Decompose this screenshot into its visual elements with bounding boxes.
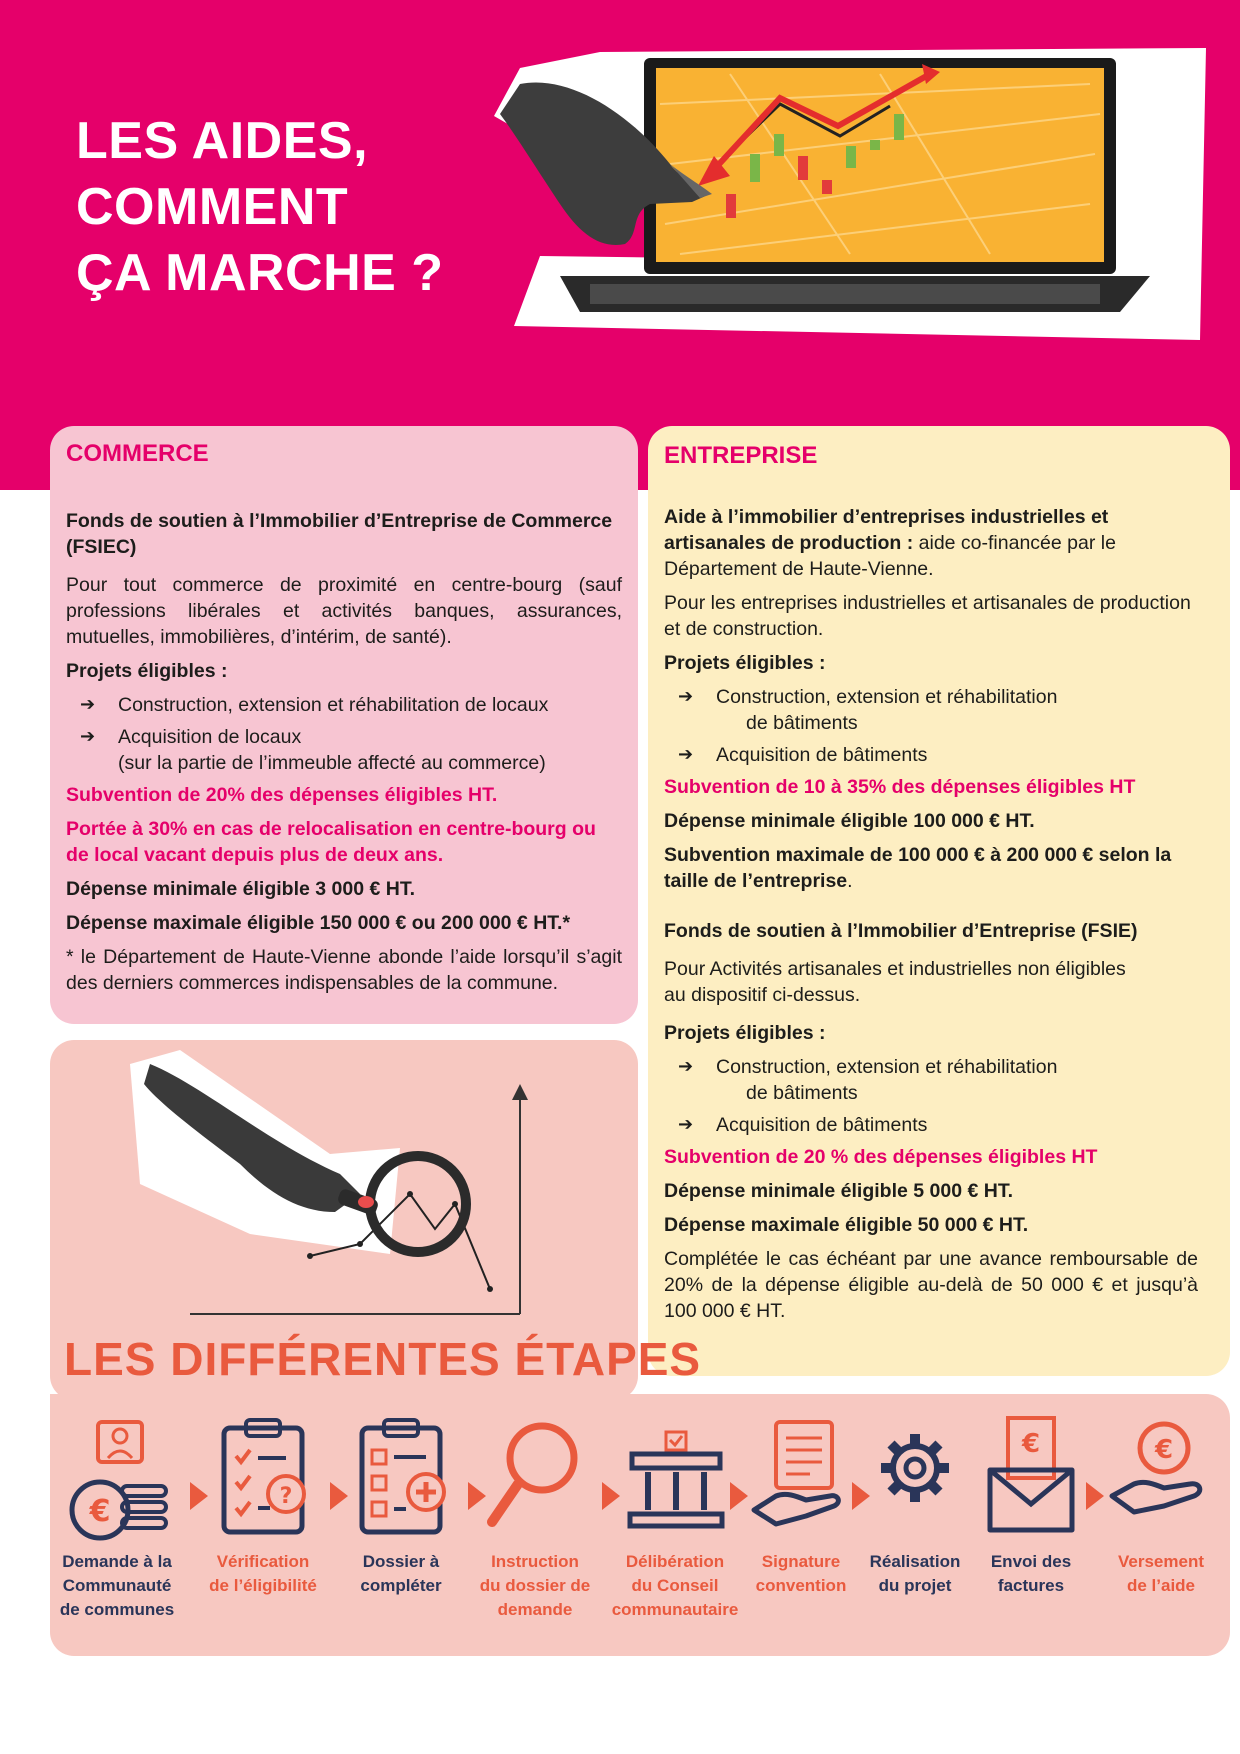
commerce-description: Pour tout commerce de proximité en centre-bourg (sauf professions libérales et activités banques, assurances, mutuelles, immobilières, d’intérim, de santé). xyxy=(66,574,622,648)
list-item: ➔ Acquisition de locaux (sur la partie de l’immeuble affecté au commerce) xyxy=(66,724,622,776)
step-6 xyxy=(736,1412,866,1598)
institution-icon xyxy=(620,1412,730,1542)
aid1-title: Aide à l’immobilier d’entreprises industrielles et artisanales de production : xyxy=(664,506,1109,554)
step-2 xyxy=(198,1412,328,1598)
title-line-3: ÇA MARCHE ? xyxy=(76,244,444,302)
clipboard-question-icon xyxy=(208,1412,318,1542)
list-item: ➔ Construction, extension et réhabilitation de bâtiments xyxy=(664,684,1198,736)
gear-icon xyxy=(860,1412,970,1542)
commerce-footnote: * le Département de Haute-Vienne abonde l’aide lorsqu’il s’agit des derniers commerces indispensables de la commune. xyxy=(66,946,622,994)
step-label: Envoi des factures xyxy=(990,1552,1072,1595)
commerce-projects-list xyxy=(66,692,622,776)
page-title xyxy=(76,108,444,306)
step-label: Demande à la Communauté de communes xyxy=(59,1552,175,1619)
commerce-subsidy: Subvention de 20% des dépenses éligibles HT. xyxy=(66,784,498,806)
aid2-projects-label: Projets éligibles : xyxy=(664,1022,826,1044)
envelope-invoice-icon xyxy=(976,1412,1086,1542)
svg-text:?: ? xyxy=(279,1484,293,1509)
commerce-min-expense: Dépense minimale éligible 3 000 € HT. xyxy=(66,878,415,900)
step-9 xyxy=(1096,1412,1226,1598)
list-item: ➔ Acquisition de bâtiments xyxy=(664,1112,1198,1138)
aid2-description-1: Pour Activités artisanales et industrielles non éligibles xyxy=(664,958,1126,980)
entreprise-content: Aide à l’immobilier d’entreprises industrielles et artisanales de production : aide co-financée par le Département de Haute-Vienne. Pour les entreprises industrielles et artisanales de production et de construction. Projets éligibles : ➔ Construction, extension et réhabilitation de bâtiments ➔ Acquisition de bâtiments Subvention de 10 à 35% des dépenses éligibles HT Dépense minimale éligible 100 000 € HT. Subvention maximale de 100 000 € à 200 000 € selon la taille de l’entreprise. Fonds de soutien à l’Immobilier d’Entreprise (FSIE) Pour Activités artisanales et industrielles non éligibles au dispositif ci-dessus. Projets éligibles : ➔ Construction, extension et réhabilitation de bâtiments ➔ Acquisition de bâtiments Subvention de 20 % des dépenses éligibles HT Dépense minimale éligible 5 000 € HT. Dépense maximale éligible 50 000 € HT. Complétée le cas échéant par une avance remboursable de 20% de la dépense éligible au-delà de 50 000 € et jusqu’à 100 000 € HT. xyxy=(664,504,1198,1332)
aid1-subsidy: Subvention de 10 à 35% des dépenses éligibles HT xyxy=(664,776,1136,798)
aid2-description-2: au dispositif ci-dessus. xyxy=(664,984,861,1006)
aid2-projects-list xyxy=(664,1054,1198,1138)
clipboard-add-icon xyxy=(346,1412,456,1542)
title-line-1: LES AIDES, xyxy=(76,112,369,170)
commerce-fund-title: Fonds de soutien à l’Immobilier d’Entreprise de Commerce (FSIEC) xyxy=(66,510,613,558)
aid1-cofund: aide co-financée par le Département de Haute-Vienne. xyxy=(664,532,1116,580)
step-4 xyxy=(470,1412,600,1622)
hand-document-icon xyxy=(746,1412,856,1542)
aid2-title: Fonds de soutien à l’Immobilier d’Entreprise (FSIE) xyxy=(664,920,1138,942)
step-label: Signature convention xyxy=(755,1552,847,1595)
aid2-note: Complétée le cas échéant par une avance remboursable de 20% de la dépense éligible au-delà de 50 000 € et jusqu’à 100 000 € HT. xyxy=(664,1248,1198,1322)
aid1-min: Dépense minimale éligible 100 000 € HT. xyxy=(664,810,1035,832)
commerce-subsidy-raise: Portée à 30% en cas de relocalisation en centre-bourg ou de local vacant depuis plus de deux ans. xyxy=(66,818,596,866)
hand-coin-icon xyxy=(1106,1412,1216,1542)
aid2-max: Dépense maximale éligible 50 000 € HT. xyxy=(664,1214,1029,1236)
euro-person-icon xyxy=(62,1412,172,1542)
step-label: Délibération du Conseil communautaire xyxy=(611,1552,739,1619)
commerce-project-note: (sur la partie de l’immeuble affecté au commerce) xyxy=(118,752,546,774)
aid1-projects-list xyxy=(664,684,1198,768)
list-item: ➔ Construction, extension et réhabilitation de locaux xyxy=(66,692,622,718)
svg-text:€: € xyxy=(1021,1429,1041,1459)
step-3 xyxy=(336,1412,466,1598)
commerce-projects-label: Projets éligibles : xyxy=(66,660,228,682)
svg-text:€: € xyxy=(1154,1435,1174,1465)
commerce-content xyxy=(66,508,622,1004)
aid1-projects-label: Projets éligibles : xyxy=(664,652,826,674)
aid1-description: Pour les entreprises industrielles et artisanales de production et de construction. xyxy=(664,592,1191,640)
commerce-title: COMMERCE xyxy=(66,440,209,467)
aid2-min: Dépense minimale éligible 5 000 € HT. xyxy=(664,1180,1013,1202)
step-label: Vérification de l’éligibilité xyxy=(209,1552,317,1595)
magnifier-icon xyxy=(480,1412,590,1542)
laptop-chart-illustration xyxy=(430,44,1210,344)
step-5 xyxy=(610,1412,740,1622)
list-item: ➔ Construction, extension et réhabilitation de bâtiments xyxy=(664,1054,1198,1106)
commerce-max-expense: Dépense maximale éligible 150 000 € ou 200 000 € HT.* xyxy=(66,912,571,934)
entreprise-title: ENTREPRISE xyxy=(664,442,818,469)
steps-title: LES DIFFÉRENTES ÉTAPES xyxy=(64,1333,702,1385)
step-label: Instruction du dossier de demande xyxy=(479,1552,591,1619)
step-8 xyxy=(966,1412,1096,1598)
list-item: ➔ Acquisition de bâtiments xyxy=(664,742,1198,768)
step-label: Réalisation du projet xyxy=(869,1552,961,1595)
step-1 xyxy=(52,1412,182,1622)
step-label: Dossier à compléter xyxy=(360,1552,442,1595)
magnifier-chart-illustration xyxy=(120,1044,540,1324)
aid1-max: Subvention maximale de 100 000 € à 200 000 € selon la taille de l’entreprise xyxy=(664,844,1172,892)
svg-text:€: € xyxy=(89,1494,111,1529)
step-label: Versement de l’aide xyxy=(1118,1552,1204,1595)
aid2-subsidy: Subvention de 20 % des dépenses éligibles HT xyxy=(664,1146,1098,1168)
title-line-2: COMMENT xyxy=(76,178,349,236)
step-7 xyxy=(850,1412,980,1598)
